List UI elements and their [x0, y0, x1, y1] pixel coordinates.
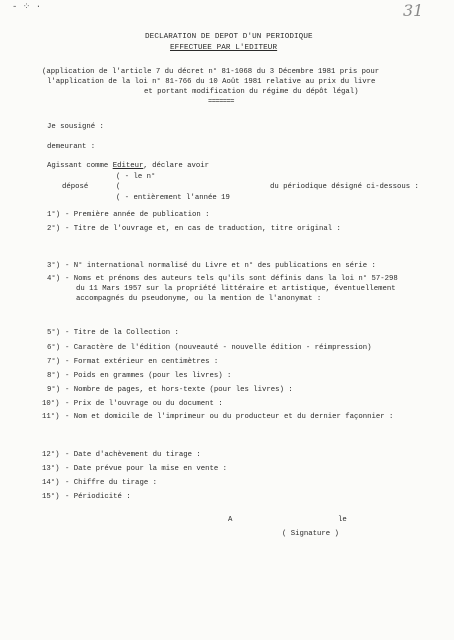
list-item: 3°) - N° international normalisé du Livre et n° des publications en série : — [47, 262, 376, 270]
brace-line-3: ( - entièrement l'année 19 — [116, 194, 230, 202]
list-item: 6°) - Caractère de l'édition (nouveauté - nouvelle édition - réimpression) — [47, 344, 372, 352]
field-soussigne: Je sousigné : — [47, 123, 104, 131]
corner-marks: - ⁘ · — [12, 2, 42, 12]
list-item: 7°) - Format extérieur en centimètres : — [47, 358, 219, 366]
field-agissant — [47, 162, 209, 171]
field-demeurant: demeurant : — [47, 143, 96, 151]
agissant-prefix: Agissant comme — [47, 162, 113, 170]
list-item: 9°) - Nombre de pages, et hors-texte (pour les livres) : — [47, 386, 293, 394]
separator: ======= — [208, 98, 234, 106]
subtitle-line-1: (application de l'article 7 du décret n° 81-1068 du 3 Décembre 1981 pris pour — [42, 68, 380, 76]
agissant-role: Editeur — [112, 162, 144, 170]
list-item: 2°) - Titre de l'ouvrage et, en cas de traduction, titre original : — [47, 225, 341, 233]
signature-place: A — [228, 516, 233, 524]
brace-line-2: ( — [116, 183, 121, 191]
list-item: 15°) - Périodicité : — [42, 493, 131, 501]
list-item: 1°) - Première année de publication : — [47, 211, 210, 219]
brace-line-1: ( - le n° — [116, 173, 156, 181]
list-item: 5°) - Titre de la Collection : — [47, 329, 179, 337]
page-number: 31 — [403, 1, 424, 20]
list-item: 13°) - Date prévue pour la mise en vente : — [42, 465, 228, 473]
subtitle-line-2: l'application de la loi n° 81-766 du 10 Août 1981 relative au prix du livre — [47, 78, 376, 86]
list-item-continued: accompagnés du pseudonyme, ou la mention de l'anonymat : — [76, 295, 322, 303]
field-depose: déposé — [62, 183, 89, 191]
document-subtitle-heading: EFFECTUEE PAR L'EDITEUR — [170, 44, 278, 52]
agissant-suffix: , déclare avoir — [143, 162, 210, 170]
list-item-continued: du 11 Mars 1957 sur la propriété littéraire et artistique, éventuellement — [76, 285, 396, 293]
list-item: 8°) - Poids en grammes (pour les livres) : — [47, 372, 232, 380]
list-item: 12°) - Date d'achèvement du tirage : — [42, 451, 201, 459]
list-item: 14°) - Chiffre du tirage : — [42, 479, 157, 487]
list-item: 11°) - Nom et domicile de l'imprimeur ou du producteur et du dernier façonnier : — [42, 413, 394, 421]
signature-label: ( Signature ) — [282, 530, 339, 538]
list-item: 4°) - Noms et prénoms des auteurs tels qu'ils sont définis dans la loi n° 57-298 — [47, 275, 398, 283]
subtitle-line-3: et portant modification du régime du dépôt légal) — [144, 88, 359, 96]
list-item: 10°) - Prix de l'ouvrage ou du document : — [42, 400, 223, 408]
signature-date: le — [338, 516, 347, 524]
field-periodique: du périodique désigné ci-dessous : — [270, 183, 419, 191]
document-title: DECLARATION DE DEPOT D'UN PERIODIQUE — [145, 33, 313, 41]
